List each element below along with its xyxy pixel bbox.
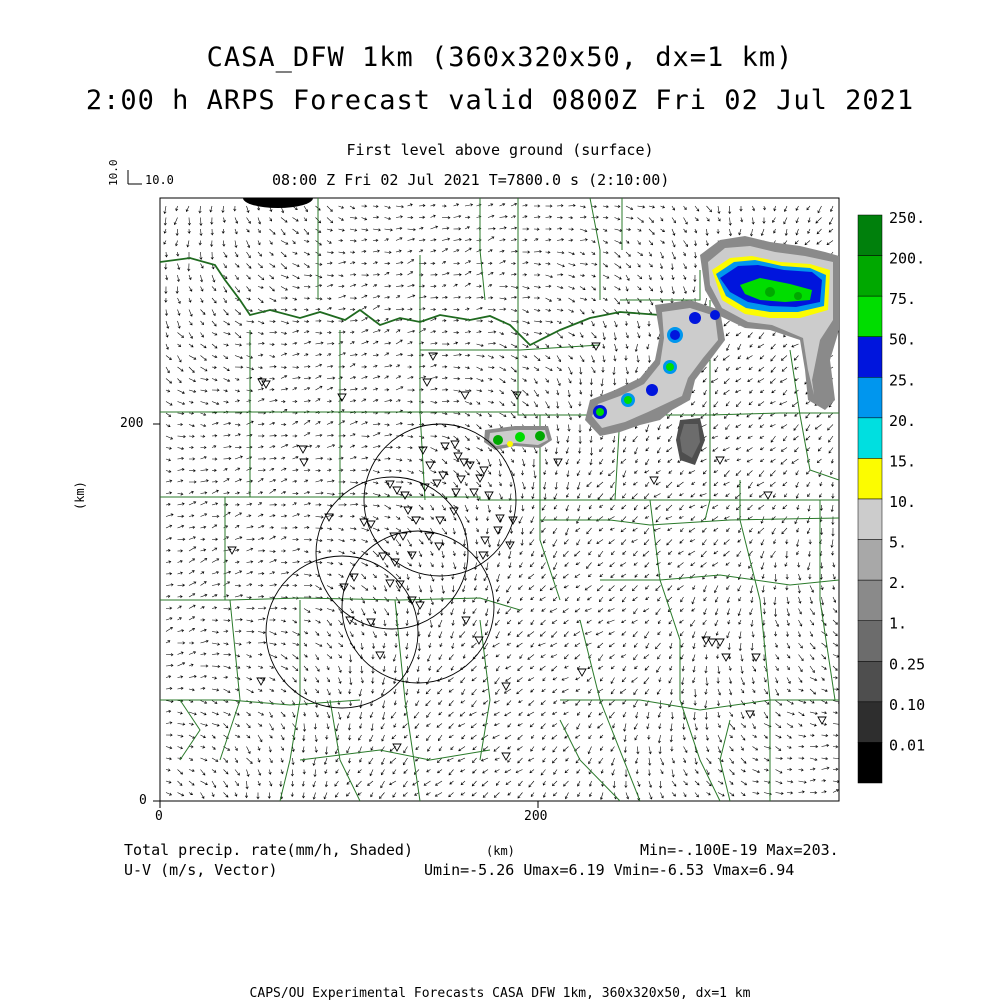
colorbar-label: 25. xyxy=(889,371,917,390)
colorbar-swatch xyxy=(858,499,882,540)
precip-min-max: Min=-.100E-19 Max=203. xyxy=(640,841,839,859)
colorbar-label: 10. xyxy=(889,493,917,511)
vector-reference-u-label: 10.0 xyxy=(145,173,174,187)
colorbar-label: 20. xyxy=(889,411,917,430)
wind-min-max: Umin=-5.26 Umax=6.19 Vmin=-6.53 Vmax=6.94 xyxy=(424,861,795,879)
colorbar-label: 200. xyxy=(889,249,926,268)
colorbar xyxy=(858,209,925,783)
colorbar-label: 0.10 xyxy=(889,695,926,714)
colorbar-label: 250. xyxy=(889,209,926,227)
colorbar-swatch xyxy=(858,621,882,662)
time-subtitle: 08:00 Z Fri 02 Jul 2021 T=7800.0 s (2:10:00) xyxy=(272,171,670,189)
colorbar-label: 15. xyxy=(889,452,917,471)
colorbar-label: 0.01 xyxy=(889,736,926,755)
colorbar-label: 5. xyxy=(889,533,908,552)
field-description-wind: U-V (m/s, Vector) xyxy=(124,861,278,879)
title-line-2: 2:00 h ARPS Forecast valid 0800Z Fri 02 Jul 2021 xyxy=(85,85,915,116)
vector-reference-arrow xyxy=(128,170,142,184)
x-tick-200: 200 xyxy=(524,809,548,824)
field-description-precip: Total precip. rate(mm/h, Shaded) xyxy=(124,841,413,859)
colorbar-swatch xyxy=(858,215,882,256)
colorbar-swatch xyxy=(858,742,882,783)
colorbar-swatch xyxy=(858,296,882,337)
page-footer: CAPS/OU Experimental Forecasts CASA DFW 1km, 360x320x50, dx=1 km xyxy=(249,986,751,1001)
x-tick-0: 0 xyxy=(155,809,163,824)
level-subtitle: First level above ground (surface) xyxy=(346,141,654,159)
colorbar-swatch xyxy=(858,580,882,621)
colorbar-swatch xyxy=(858,377,882,418)
colorbar-label: 2. xyxy=(889,574,908,593)
y-tick-0: 0 xyxy=(139,793,147,808)
title-line-1: CASA_DFW 1km (360x320x50, dx=1 km) xyxy=(206,42,794,73)
colorbar-label: 50. xyxy=(889,330,917,349)
x-axis-label: (km) xyxy=(486,844,515,858)
y-axis-label: (km) xyxy=(73,481,87,510)
colorbar-swatch xyxy=(858,540,882,581)
colorbar-swatch xyxy=(858,337,882,378)
colorbar-swatch xyxy=(858,256,882,297)
vector-reference-v-label: 10.0 xyxy=(107,159,120,186)
y-tick-200: 200 xyxy=(120,416,144,431)
colorbar-label: 75. xyxy=(889,290,917,309)
colorbar-swatch xyxy=(858,702,882,743)
colorbar-label: 0.25 xyxy=(889,655,926,674)
colorbar-swatch xyxy=(858,418,882,459)
colorbar-swatch xyxy=(858,458,882,499)
colorbar-label: 1. xyxy=(889,614,908,633)
colorbar-swatch xyxy=(858,661,882,702)
